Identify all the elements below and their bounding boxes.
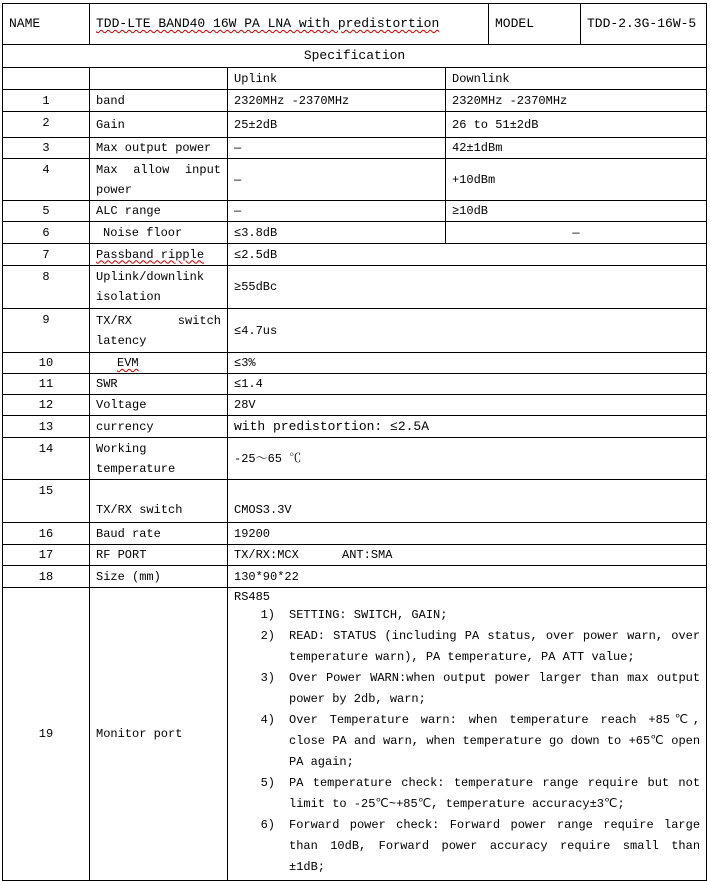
row-param: RF PORT: [90, 545, 228, 566]
row-no: 5: [3, 201, 90, 222]
row-value: ≤2.5dB: [228, 244, 707, 266]
list-item-text: Over Power WARN:when output power larger than max output power by 2db, warn;: [289, 671, 701, 706]
row-param: currency: [90, 416, 228, 438]
row-value: CMOS3.3V: [228, 480, 707, 523]
row-no: 2: [3, 112, 90, 138]
row-no: 15: [3, 480, 90, 523]
row-value: ≥55dBc: [228, 266, 707, 309]
product-name-text: TDD-LTE BAND40 16W PA LNA with predistortion: [96, 16, 440, 31]
row-param: [90, 353, 228, 374]
row-param: TX/RX switch latency: [90, 309, 228, 353]
model-label: MODEL: [489, 4, 581, 45]
row-value: 28V: [228, 395, 707, 416]
row-value: 19200: [228, 523, 707, 545]
row-param: SWR: [90, 374, 228, 395]
row-param: Voltage: [90, 395, 228, 416]
row-value: ≤4.7us: [228, 309, 707, 353]
list-item: [234, 605, 700, 626]
list-item-text: Forward power check: Forward power range require large than 10dB, Forward power accuracy require small than ±1dB;: [289, 818, 701, 874]
list-item-number: 3): [260, 671, 275, 685]
row-no: 10: [3, 353, 90, 374]
row-param: band: [90, 90, 228, 112]
monitor-intro: RS485: [234, 590, 271, 604]
row-value: [228, 416, 707, 438]
row-value: 130*90*22: [228, 566, 707, 588]
row-downlink: —: [446, 222, 707, 244]
row-no: 3: [3, 138, 90, 159]
row-value: ≤1.4: [228, 374, 707, 395]
row-no: 11: [3, 374, 90, 395]
row-value: TX/RX:MCX ANT:SMA: [228, 545, 707, 566]
row-param: Working temperature: [90, 438, 228, 480]
list-item: [234, 815, 700, 878]
spec-sheet: [2, 3, 706, 881]
row-downlink: +10dBm: [446, 159, 707, 201]
row-param: Noise floor: [90, 222, 228, 244]
list-item-number: 4): [260, 713, 275, 727]
row-param: Size (mm): [90, 566, 228, 588]
row-value: ≤3%: [228, 353, 707, 374]
row-param: Max output power: [90, 138, 228, 159]
list-item: [234, 668, 700, 710]
row-no: 1: [3, 90, 90, 112]
row-value: -25～65 ℃: [228, 438, 707, 480]
list-item-number: 5): [260, 776, 275, 790]
row-no: 16: [3, 523, 90, 545]
row-param: TX/RX switch: [90, 480, 228, 523]
row-param: Uplink/downlink isolation: [90, 266, 228, 309]
row-uplink: 2320MHz -2370MHz: [228, 90, 446, 112]
row-downlink: 2320MHz -2370MHz: [446, 90, 707, 112]
col-uplink-header: Uplink: [228, 68, 446, 90]
row-uplink: ≤3.8dB: [228, 222, 446, 244]
row-param: Baud rate: [90, 523, 228, 545]
row-no: 18: [3, 566, 90, 588]
spec-table: [2, 44, 707, 881]
row-param: Max allow input power: [90, 159, 228, 201]
col-param-header: [90, 68, 228, 90]
row-uplink: 25±2dB: [228, 112, 446, 138]
row-no: 6: [3, 222, 90, 244]
row-uplink: —: [228, 201, 446, 222]
list-item: [234, 773, 700, 815]
list-item-text: SETTING: SWITCH, GAIN;: [289, 608, 448, 622]
row-param-text: EVM: [117, 356, 139, 370]
list-item-text: Over Temperature warn: when temperature reach +85℃, close PA and warn, when temperature go down to +65℃ open PA again;: [289, 713, 701, 769]
model-value: TDD-2.3G-16W-5: [581, 4, 707, 45]
row-no: 19: [3, 588, 90, 881]
row-param: Gain: [90, 112, 228, 138]
row-param-text: Passband ripple: [96, 247, 205, 262]
row-no: 4: [3, 159, 90, 201]
row-no: 17: [3, 545, 90, 566]
list-item: [234, 626, 700, 668]
list-item-number: 6): [260, 818, 275, 832]
list-item: [234, 710, 700, 773]
col-downlink-header: Downlink: [446, 68, 707, 90]
row-no: 12: [3, 395, 90, 416]
monitor-description: [228, 588, 707, 881]
row-downlink: 26 to 51±2dB: [446, 112, 707, 138]
currency-value: with predistortion: ≤2.5A: [234, 418, 430, 434]
list-item-text: READ: STATUS (including PA status, over power warn, over temperature warn), PA temperature, PA ATT value;: [289, 629, 701, 664]
row-no: 14: [3, 438, 90, 480]
spec-title: Specification: [3, 45, 707, 68]
row-downlink: ≥10dB: [446, 201, 707, 222]
list-item-number: 1): [260, 608, 275, 622]
row-no: 9: [3, 309, 90, 353]
monitor-list: [234, 605, 700, 878]
row-uplink: —: [228, 159, 446, 201]
col-no-header: [3, 68, 90, 90]
row-param: Monitor port: [90, 588, 228, 881]
row-no: 7: [3, 244, 90, 266]
row-no: 8: [3, 266, 90, 309]
header-table: [2, 3, 707, 45]
list-item-number: 2): [260, 629, 275, 643]
row-no: 13: [3, 416, 90, 438]
name-label: NAME: [3, 4, 90, 45]
product-name: [90, 4, 489, 45]
row-downlink: 42±1dBm: [446, 138, 707, 159]
row-param: [90, 244, 228, 266]
row-param: ALC range: [90, 201, 228, 222]
row-uplink: —: [228, 138, 446, 159]
list-item-text: PA temperature check: temperature range require but not limit to -25℃~+85℃, temperature accuracy±3℃;: [289, 776, 701, 811]
